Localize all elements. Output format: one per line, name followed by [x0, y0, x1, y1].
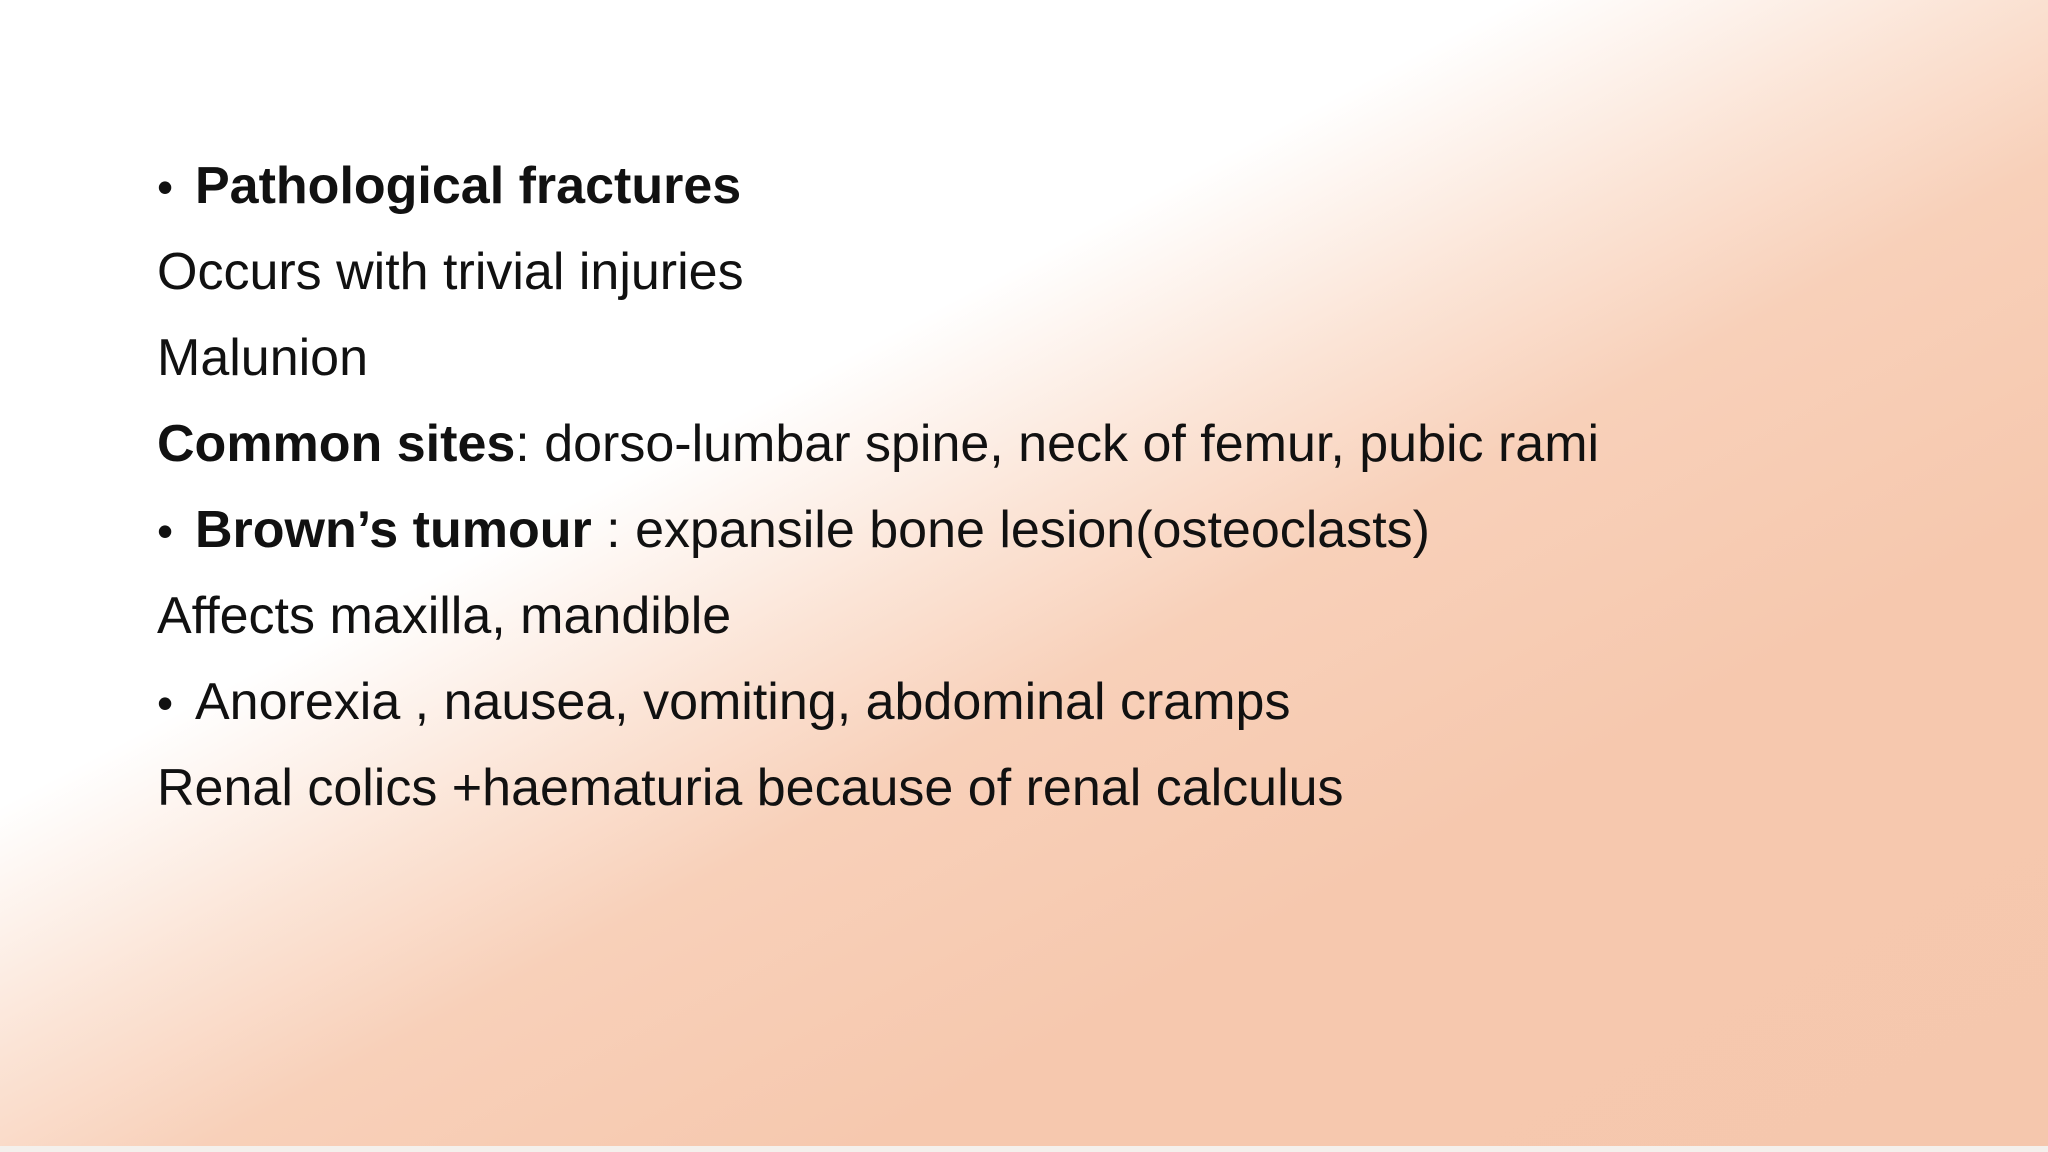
- line-text: Occurs with trivial injuries: [157, 243, 744, 301]
- slide-bottom-band: [0, 1146, 2048, 1152]
- line-text: Malunion: [157, 329, 369, 387]
- line-text: Affects maxilla, mandible: [157, 587, 732, 645]
- bullet-anorexia: [157, 659, 1957, 745]
- line-text: : dorso-lumbar spine, neck of femur, pubic rami: [515, 415, 1600, 473]
- bullet-icon: •: [157, 505, 174, 557]
- line-common-sites: [157, 401, 1957, 487]
- line-renal-colics: [157, 745, 1957, 831]
- heading-browns-tumour: Brown’s tumour: [195, 501, 592, 559]
- slide-body: [157, 143, 1957, 831]
- line-malunion: [157, 315, 1957, 401]
- bullet-icon: •: [157, 161, 174, 213]
- line-text: Renal colics +haematuria because of renal calculus: [157, 759, 1344, 817]
- bullet-icon: •: [157, 677, 174, 729]
- heading-common-sites: Common sites: [157, 415, 516, 473]
- line-affects-maxilla: [157, 573, 1957, 659]
- bullet-pathological-fractures: [157, 143, 1957, 229]
- bullet-browns-tumour: [157, 487, 1957, 573]
- line-text: Anorexia , nausea, vomiting, abdominal cramps: [195, 673, 1291, 731]
- line-text: : expansile bone lesion(osteoclasts): [591, 501, 1430, 559]
- line-trivial-injuries: [157, 229, 1957, 315]
- heading-pathological-fractures: Pathological fractures: [195, 157, 742, 215]
